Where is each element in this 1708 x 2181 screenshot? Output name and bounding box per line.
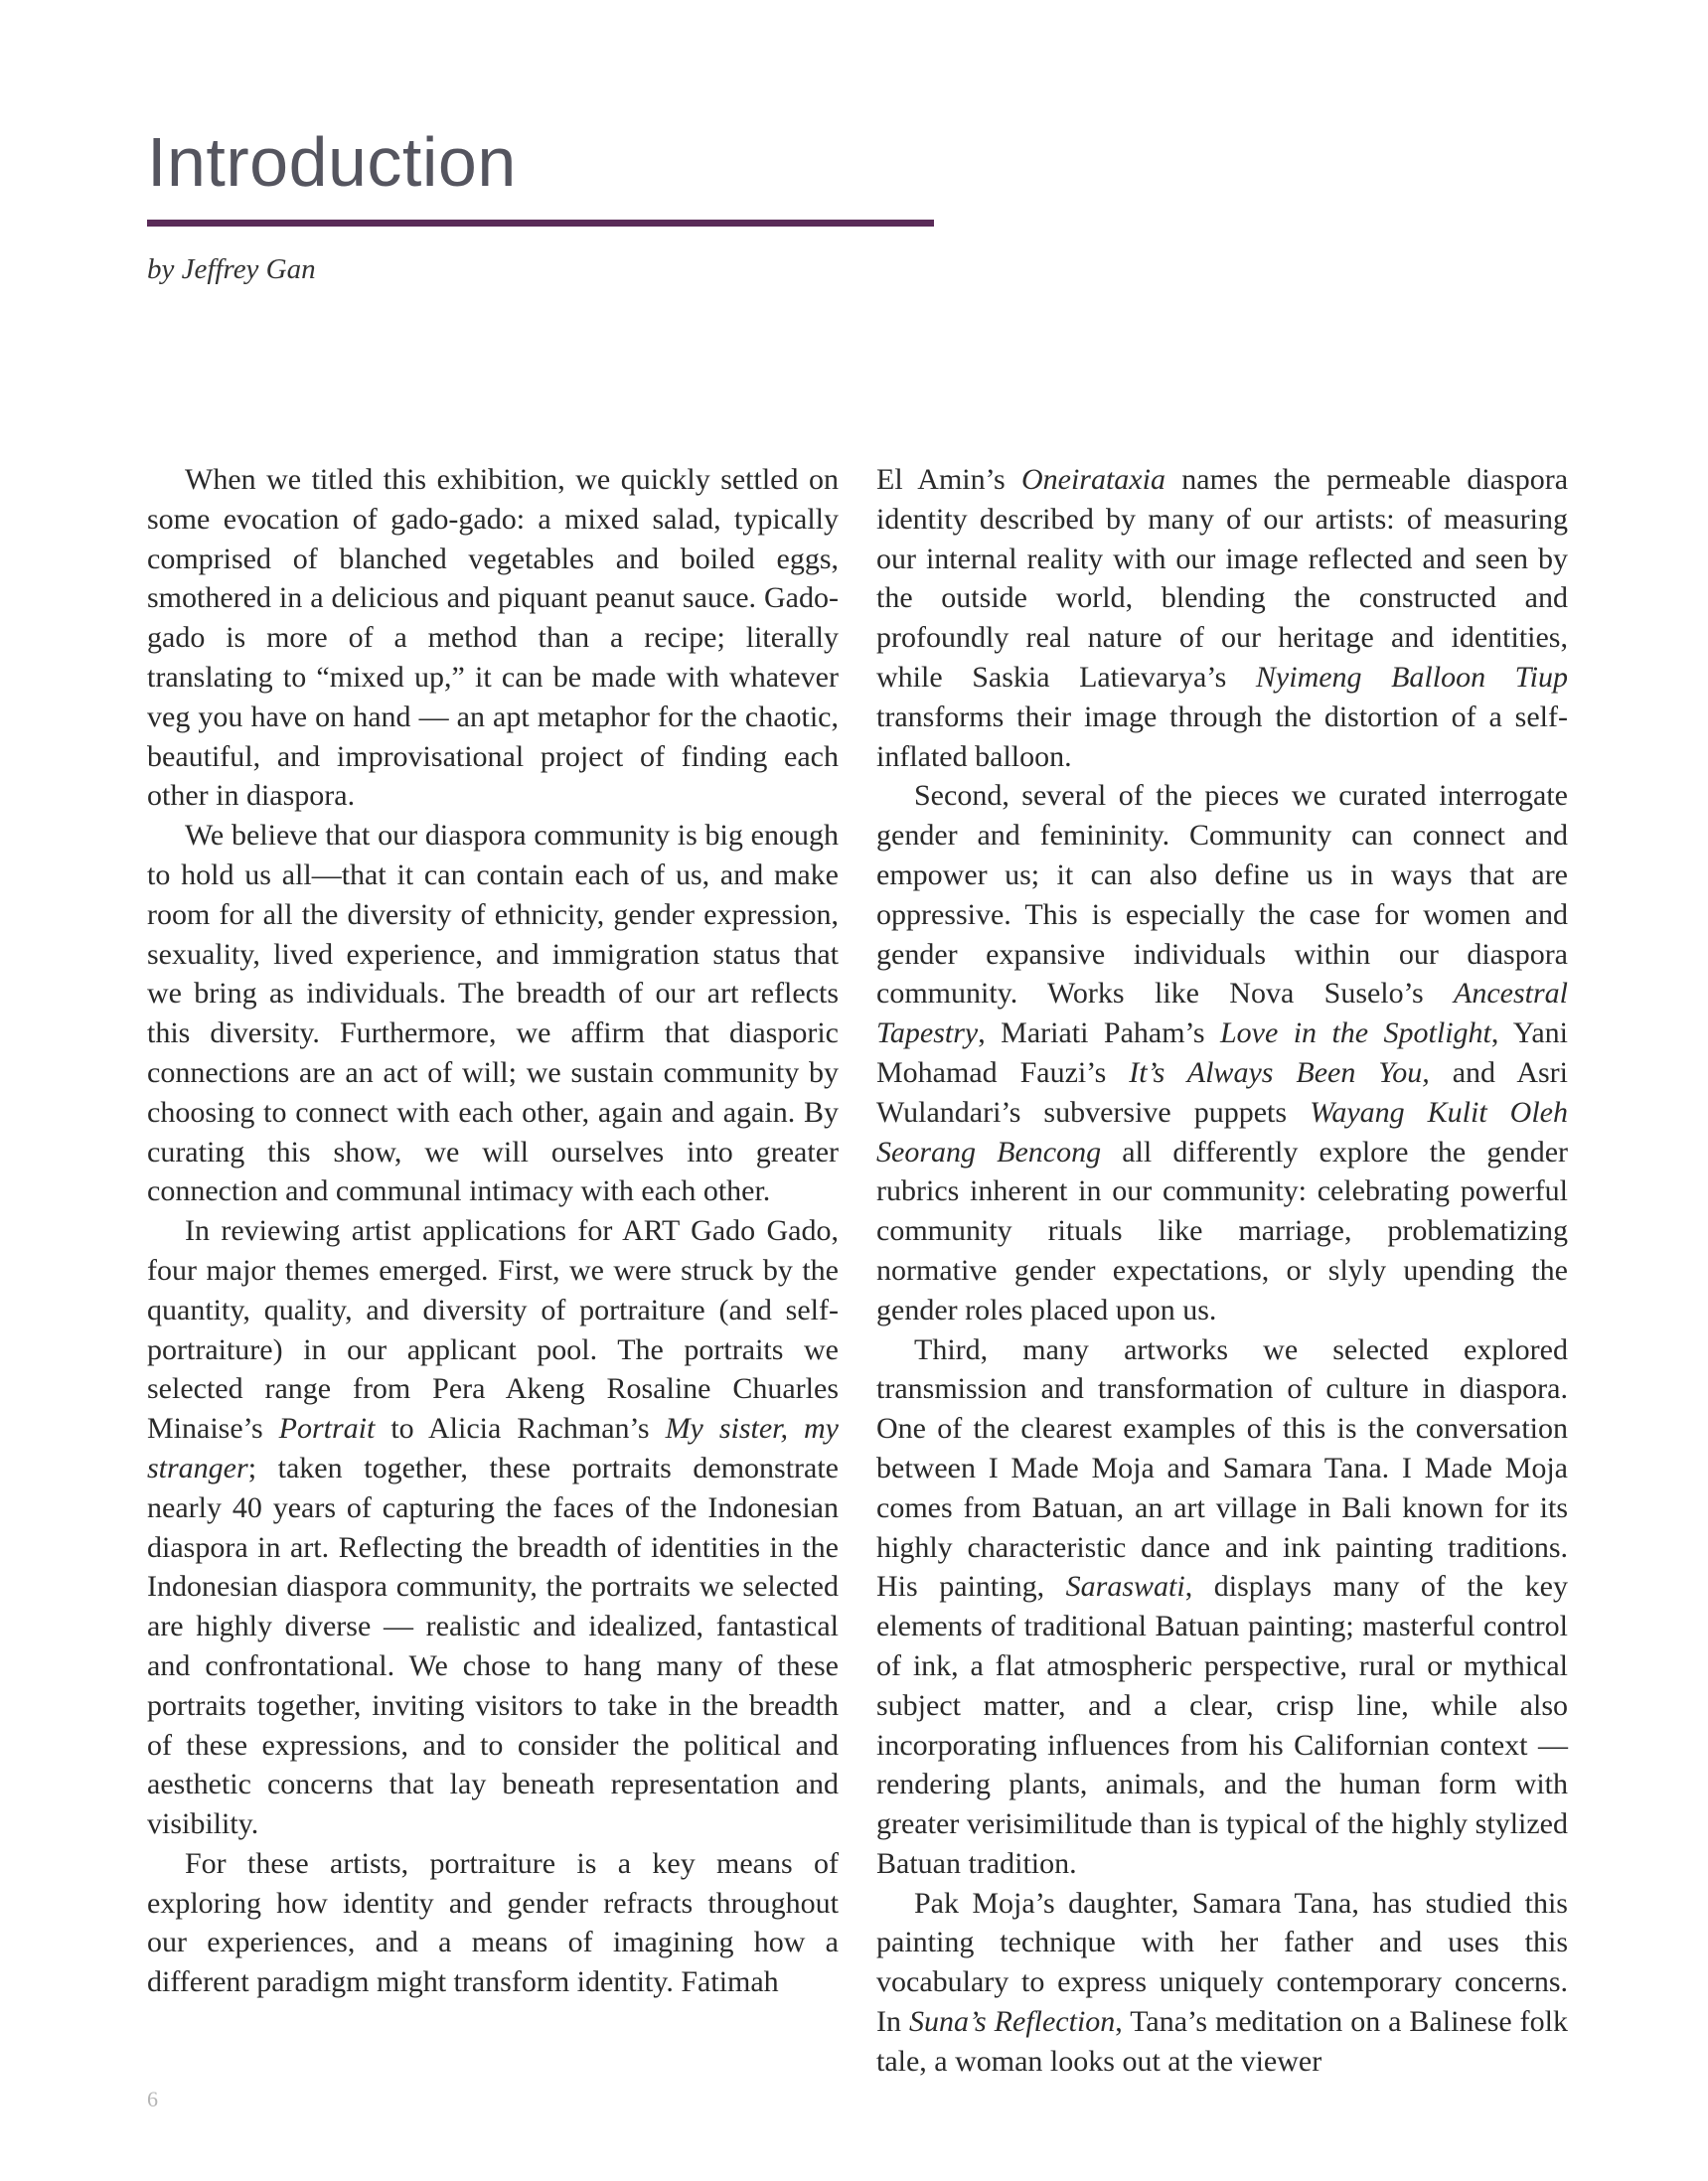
right-column xyxy=(876,460,1568,2082)
artwork-title: Saraswati xyxy=(1065,1570,1185,1604)
left-column xyxy=(147,460,839,2002)
artwork-title: Portrait xyxy=(278,1412,376,1446)
paragraph-gado-gado: When we titled this exhibition, we quickly settled on some evocation of gado-gado: a mixed salad, typically comprised of blanched vegetables and boiled eggs, smothered in a delicious and piquant peanut sauce. Gado-gado is more of a method than a recipe; literally translating to “mixed up,” it can be made with whatever veg you have on hand — an apt metaphor for the chaotic, beautiful, and improvisational project of finding each other in diaspora. xyxy=(147,463,839,813)
artwork-title: Suna’s Reflection xyxy=(908,2005,1116,2039)
paragraph-continuation: El Amin’s Oneirataxia names the permeable diaspora identity described by many of our artists: of measuring our internal reality with our image reflected and seen by the outside world, blending the constructed and profoundly real nature of our heritage and identities, while Saskia Latievarya’s Nyimeng Balloon Tiup transforms their image through the distortion of a self-inflated balloon. xyxy=(876,463,1569,773)
artwork-title: Love in the Spotlight xyxy=(1219,1016,1491,1050)
paragraph-portraiture: In reviewing artist applications for ART Gado Gado, four major themes emerged. First, we were struck by the quantity, quality, and diversity of portraiture (and self-portraiture) in our applicant pool. The portraits we selected range from Pera Akeng Rosaline Chuarles Minaise’s Portrait to Alicia Rachman’s My sister, my stranger; taken together, these portraits demonstrate nearly 40 years of capturing the faces of the Indonesian diaspora in art. Reflecting the breadth of identities in the Indonesian diaspora community, the portraits we selected are highly diverse — realistic and idealized, fantastical and confrontational. We chose to hang many of these portraits together, inviting visitors to take in the breadth of these expressions, and to consider the political and aesthetic concerns that lay beneath representation and visibility. xyxy=(147,1214,839,1841)
paragraph-community: We believe that our diaspora community is big enough to hold us all—that it can contain each of us, and make room for all the diversity of ethnicity, gender expression, sexuality, lived experience, and immigration status that we bring as individuals. The breadth of our art reflects this diversity. Furthermore, we affirm that diasporic connections are an act of will; we sustain community by choosing to connect with each other, again and again. By curating this show, we will ourselves into greater connection and communal intimacy with each other. xyxy=(147,819,839,1208)
artwork-title: It’s Always Been You, xyxy=(1129,1055,1430,1089)
artwork-title: Wayang Kulit Oleh Seorang Bencong xyxy=(876,1095,1569,1168)
artwork-title: My sister, my stranger xyxy=(147,1412,839,1484)
page-title: Introduction xyxy=(147,123,517,201)
author-byline: by Jeffrey Gan xyxy=(147,253,316,285)
artwork-title: Nyimeng Balloon Tiup xyxy=(1255,660,1569,694)
title-underline xyxy=(147,220,934,227)
paragraph-gender: Second, several of the pieces we curated interrogate gender and femininity. Community can connect and empower us; it can also define us in ways that are oppressive. This is especially the case for women and gender expansive individuals within our diaspora community. Works like Nova Suselo’s Ancestral Tapestry, Mariati Paham’s Love in the Spotlight, Yani Mohamad Fauzi’s It’s Always Been You, and Asri Wulandari’s subversive puppets Wayang Kulit Oleh Seorang Bencong all differently explore the gender rubrics inherent in our community: celebrating powerful community rituals like marriage, problematizing normative gender expectations, or slyly upending the gender roles placed upon us. xyxy=(876,779,1569,1326)
paragraph-samara-tana: Pak Moja’s daughter, Samara Tana, has studied this painting technique with her father and uses this vocabulary to express uniquely contemporary concerns. In Suna’s Reflection, Tana’s meditation on a Balinese folk tale, a woman looks out at the viewer xyxy=(876,1886,1568,2078)
artwork-title: Oneirataxia xyxy=(1020,463,1165,496)
page-number: 6 xyxy=(147,2087,158,2111)
artwork-title: Ancestral Tapestry xyxy=(876,977,1568,1050)
paragraph-transmission: Third, many artworks we selected explored transmission and transformation of culture in diaspora. One of the clearest examples of this is the conversation between I Made Moja and Samara Tana. I Made Moja comes from Batuan, an art village in Bali known for its highly characteristic dance and ink painting traditions. His painting, Saraswati, displays many of the key elements of traditional Batuan painting; masterful control of ink, a flat atmospheric perspective, rural or mythical subject matter, and a clear, crisp line, while also incorporating influences from his Californian context — rendering plants, animals, and the human form with greater verisimilitude than is typical of the highly stylized Batuan tradition. xyxy=(876,1332,1568,1880)
paragraph-identity: For these artists, portraiture is a key means of exploring how identity and gender refracts throughout our experiences, and a means of imagining how a different paradigm might transform identity. Fatimah xyxy=(147,1846,839,1999)
